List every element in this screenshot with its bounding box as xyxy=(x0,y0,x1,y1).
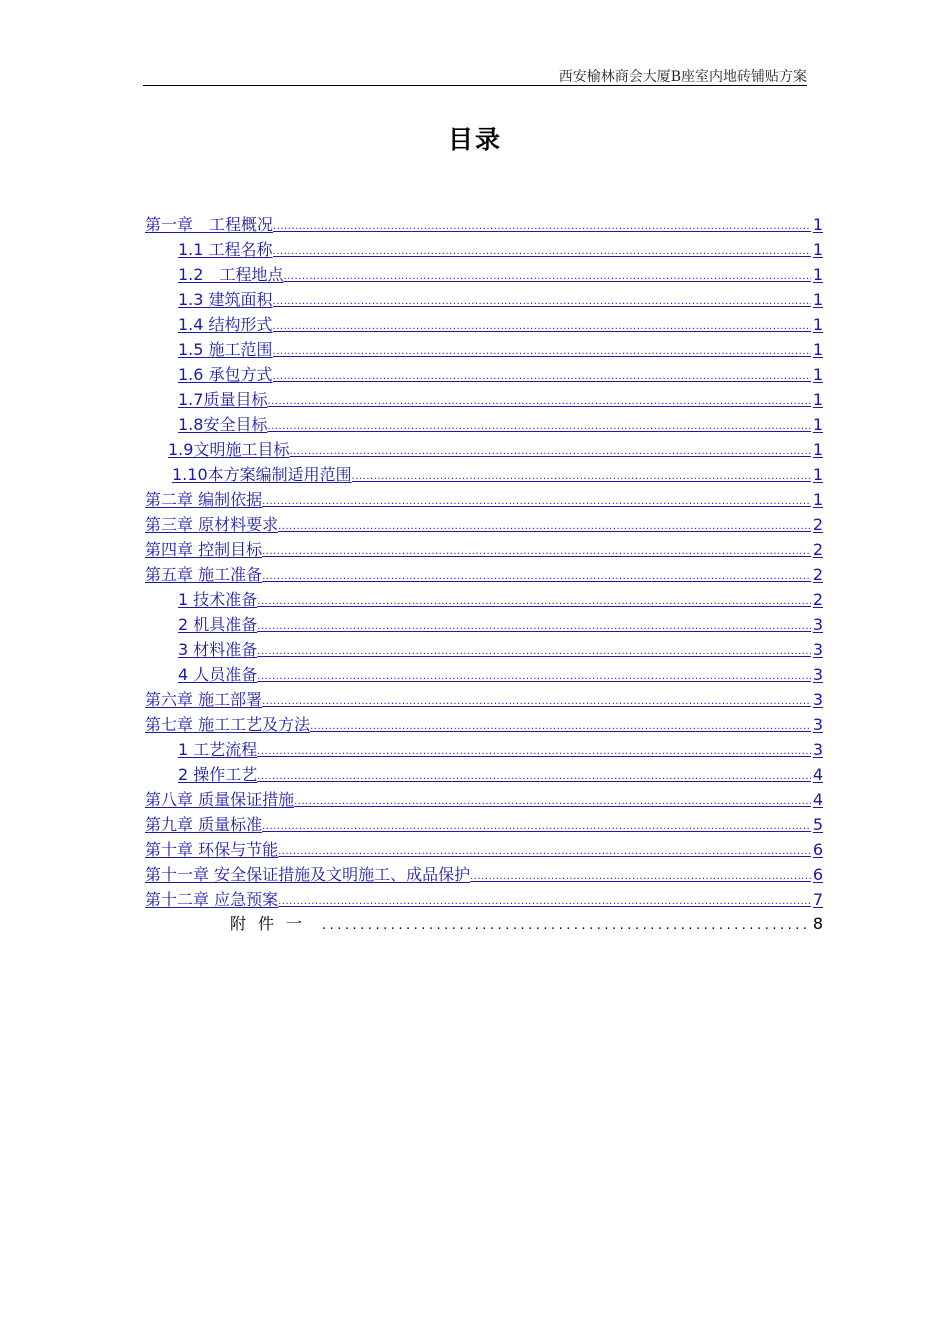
toc-entry-chapter-1[interactable] xyxy=(145,210,823,235)
toc-entry-chapter-3[interactable] xyxy=(145,510,823,535)
toc-entry-1-9[interactable] xyxy=(168,435,823,460)
toc-entry-label: 第一章 工程概况 xyxy=(145,215,274,234)
toc-dot-leader xyxy=(257,619,811,635)
header-divider xyxy=(143,85,807,86)
toc-entry-page-number: 2 xyxy=(812,590,823,609)
toc-entry-1-4[interactable] xyxy=(178,310,823,335)
appendix-page-number: 8 xyxy=(812,914,823,933)
toc-entry-1-5[interactable] xyxy=(178,335,823,360)
toc-entry-label: 第十章 环保与节能 xyxy=(145,840,279,859)
toc-entry-5-4[interactable] xyxy=(178,660,823,685)
toc-entry-page-number: 6 xyxy=(812,840,823,859)
toc-entry-page-number: 1 xyxy=(812,415,823,434)
toc-entry-page-number: 1 xyxy=(812,340,823,359)
toc-dot-leader xyxy=(273,219,811,235)
toc-dot-leader xyxy=(257,669,811,685)
toc-entry-5-2[interactable] xyxy=(178,610,823,635)
toc-entry-page-number: 3 xyxy=(812,665,823,684)
toc-dot-leader xyxy=(273,344,811,360)
toc-entry-label: 1.8安全目标 xyxy=(178,415,268,434)
toc-entry-label: 1.9文明施工目标 xyxy=(168,440,290,459)
toc-entry-chapter-2[interactable] xyxy=(145,485,823,510)
toc-entry-page-number: 1 xyxy=(812,365,823,384)
toc-entry-page-number: 2 xyxy=(812,540,823,559)
toc-entry-label: 第五章 施工准备 xyxy=(145,565,263,584)
toc-entry-label: 1.3 建筑面积 xyxy=(178,290,273,309)
toc-entry-chapter-11[interactable] xyxy=(145,860,823,885)
toc-entry-label: 3 材料准备 xyxy=(178,640,258,659)
toc-entry-page-number: 3 xyxy=(812,615,823,634)
toc-entry-label: 1 技术准备 xyxy=(178,590,258,609)
toc-entry-page-number: 7 xyxy=(812,890,823,909)
toc-entry-label: 第二章 编制依据 xyxy=(145,490,263,509)
toc-entry-chapter-5[interactable] xyxy=(145,560,823,585)
toc-entry-page-number: 5 xyxy=(812,815,823,834)
toc-entry-page-number: 1 xyxy=(812,315,823,334)
toc-dot-leader xyxy=(267,394,810,410)
toc-entry-page-number: 1 xyxy=(812,290,823,309)
toc-entry-page-number: 3 xyxy=(812,740,823,759)
toc-entry-1-8[interactable] xyxy=(178,410,823,435)
toc-entry-page-number: 1 xyxy=(812,490,823,509)
toc-entry-page-number: 3 xyxy=(812,640,823,659)
toc-entry-page-number: 2 xyxy=(812,565,823,584)
toc-entry-chapter-8[interactable] xyxy=(145,785,823,810)
toc-entry-appendix-1 xyxy=(230,909,823,934)
toc-entry-page-number: 4 xyxy=(812,790,823,809)
toc-dot-leader xyxy=(262,569,811,585)
toc-dot-leader xyxy=(352,469,811,485)
toc-entry-page-number: 3 xyxy=(812,690,823,709)
toc-entry-label: 1.6 承包方式 xyxy=(178,365,273,384)
toc-dot-leader xyxy=(257,644,811,660)
toc-entry-page-number: 1 xyxy=(812,215,823,234)
toc-entry-label: 1.7质量目标 xyxy=(178,390,268,409)
toc-entry-5-1[interactable] xyxy=(178,585,823,610)
toc-entry-page-number: 3 xyxy=(812,715,823,734)
toc-entry-1-1[interactable] xyxy=(178,235,823,260)
toc-dot-leader xyxy=(273,369,811,385)
toc-entry-label: 第九章 质量标准 xyxy=(145,815,263,834)
toc-entry-label: 第四章 控制目标 xyxy=(145,540,263,559)
toc-entry-label: 1.10本方案编制适用范围 xyxy=(172,465,352,484)
toc-entry-label: 1.2 工程地点 xyxy=(178,265,284,284)
toc-dot-leader xyxy=(294,794,811,810)
toc-entry-label: 第八章 质量保证措施 xyxy=(145,790,295,809)
toc-entry-label: 第七章 施工工艺及方法 xyxy=(145,715,311,734)
toc-entry-page-number: 6 xyxy=(812,865,823,884)
toc-entry-1-7[interactable] xyxy=(178,385,823,410)
toc-dot-leader xyxy=(273,294,811,310)
toc-entry-1-2[interactable] xyxy=(178,260,823,285)
toc-entry-chapter-9[interactable] xyxy=(145,810,823,835)
toc-dot-leader xyxy=(257,769,811,785)
header-doc-title: 西安榆林商会大厦B座室内地砖铺贴方案 xyxy=(558,69,807,85)
toc-dot-leader xyxy=(257,744,811,760)
toc-dot-leader xyxy=(273,319,811,335)
toc-entry-page-number: 4 xyxy=(812,765,823,784)
toc-entry-page-number: 1 xyxy=(812,465,823,484)
toc-dot-leader xyxy=(289,444,810,460)
toc-entry-label: 第十一章 安全保证措施及文明施工、成品保护 xyxy=(145,865,471,884)
toc-entry-page-number: 1 xyxy=(812,240,823,259)
toc-entry-label: 2 操作工艺 xyxy=(178,765,258,784)
toc-entry-label: 4 人员准备 xyxy=(178,665,258,684)
toc-dot-leader xyxy=(278,519,811,535)
toc-entry-label: 第三章 原材料要求 xyxy=(145,515,279,534)
toc-entry-chapter-6[interactable] xyxy=(145,685,823,710)
page-title: 目录 xyxy=(447,125,502,154)
toc-dot-leader xyxy=(257,594,811,610)
toc-dot-leader xyxy=(470,869,811,885)
toc-entry-5-3[interactable] xyxy=(178,635,823,660)
toc-dot-leader xyxy=(267,419,810,435)
toc-entry-chapter-4[interactable] xyxy=(145,535,823,560)
toc-entry-page-number: 1 xyxy=(812,390,823,409)
toc-entry-label: 1.5 施工范围 xyxy=(178,340,273,359)
toc-entry-chapter-12[interactable] xyxy=(145,885,823,910)
toc-dot-leader xyxy=(262,494,811,510)
toc-dot-leader xyxy=(310,719,811,735)
toc-dot-leader xyxy=(278,844,811,860)
toc-entry-page-number: 1 xyxy=(812,440,823,459)
toc-entry-label: 第十二章 应急预案 xyxy=(145,890,279,909)
toc-dot-leader xyxy=(273,244,811,260)
toc-dot-leader xyxy=(283,269,810,285)
toc-entry-label: 2 机具准备 xyxy=(178,615,258,634)
toc-entry-label: 1.1 工程名称 xyxy=(178,240,273,259)
toc-entry-label: 第六章 施工部署 xyxy=(145,690,263,709)
appendix-label: 附件一 xyxy=(230,914,315,933)
toc-entry-7-2[interactable] xyxy=(178,760,823,785)
toc-dot-leader xyxy=(278,894,811,910)
toc-entry-1-3[interactable] xyxy=(178,285,823,310)
toc-entry-1-6[interactable] xyxy=(178,360,823,385)
toc-entry-chapter-10[interactable] xyxy=(145,835,823,860)
toc-entry-page-number: 1 xyxy=(812,265,823,284)
toc-entry-chapter-7[interactable] xyxy=(145,710,823,735)
toc-entry-label: 1.4 结构形式 xyxy=(178,315,273,334)
toc-dot-leader xyxy=(262,819,811,835)
toc-entry-1-10[interactable] xyxy=(172,460,823,485)
appendix-dot-leader xyxy=(314,917,809,934)
toc-entry-page-number: 2 xyxy=(812,515,823,534)
toc-entry-7-1[interactable] xyxy=(178,735,823,760)
toc-dot-leader xyxy=(262,544,811,560)
toc-dot-leader xyxy=(262,694,811,710)
toc-entry-label: 1 工艺流程 xyxy=(178,740,258,759)
